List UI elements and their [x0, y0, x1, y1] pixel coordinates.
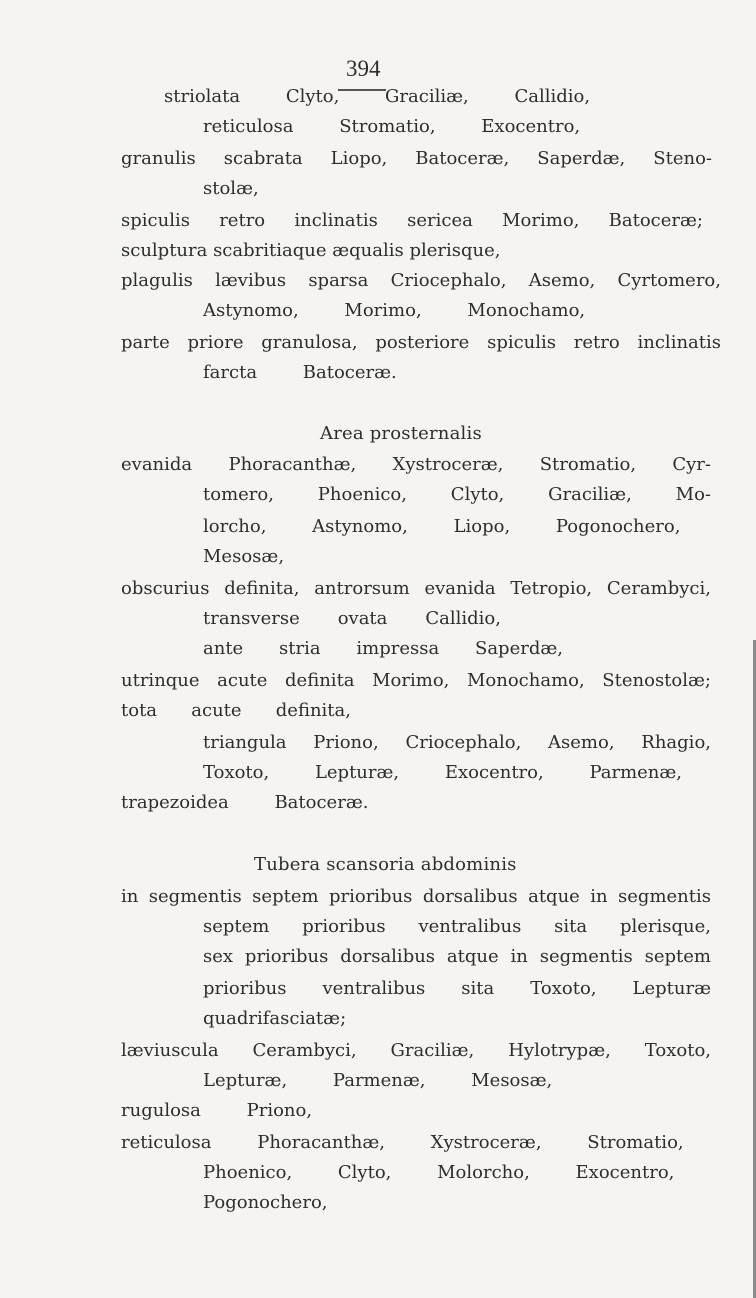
- text-line: granulis scabrata Liopo, Batoceræ, Saperdæ, Steno-: [121, 148, 712, 169]
- text-line: Lepturæ, Parmenæ, Mesosæ,: [203, 1070, 553, 1091]
- text-line: prioribus ventralibus sita Toxoto, Lepturæ: [203, 978, 711, 999]
- text-line: striolata Clyto, Graciliæ, Callidio,: [164, 86, 591, 107]
- section-heading: Area prosternalis: [320, 423, 482, 444]
- text-line: Mesosæ,: [203, 546, 285, 567]
- text-line: plagulis lævibus sparsa Criocephalo, Asemo, Cyrtomero,: [121, 270, 721, 291]
- text-line: trapezoidea Batoceræ.: [121, 792, 369, 813]
- text-line: reticulosa Phoracanthæ, Xystroceræ, Stromatio,: [121, 1132, 684, 1153]
- text-line: quadrifasciatæ;: [203, 1008, 347, 1029]
- text-line: spiculis retro inclinatis sericea Morimo, Batoceræ;: [121, 210, 703, 231]
- section-heading: Tubera scansoria abdominis: [254, 854, 517, 875]
- text-line: sex prioribus dorsalibus atque in segmentis septem: [203, 946, 711, 967]
- text-line: tomero, Phoenico, Clyto, Graciliæ, Mo-: [203, 484, 711, 505]
- text-line: rugulosa Priono,: [121, 1100, 313, 1121]
- text-line: Astynomo, Morimo, Monochamo,: [203, 300, 586, 321]
- text-line: læviuscula Cerambyci, Graciliæ, Hylotrypæ, Toxoto,: [121, 1040, 711, 1061]
- text-line: evanida Phoracanthæ, Xystroceræ, Stromatio, Cyr-: [121, 454, 711, 475]
- text-line: tota acute definita,: [121, 700, 351, 721]
- text-line: Phoenico, Clyto, Molorcho, Exocentro,: [203, 1162, 675, 1183]
- text-line: Pogonochero,: [203, 1192, 328, 1213]
- text-line: stolæ,: [203, 178, 259, 199]
- text-line: ante stria impressa Saperdæ,: [203, 638, 563, 659]
- text-line: Toxoto, Lepturæ, Exocentro, Parmenæ,: [203, 762, 683, 783]
- text-line: reticulosa Stromatio, Exocentro,: [203, 116, 581, 137]
- text-line: parte priore granulosa, posteriore spiculis retro inclinatis: [121, 332, 721, 353]
- text-line: farcta Batoceræ.: [203, 362, 397, 383]
- page-number: 394: [346, 56, 381, 81]
- text-line: transverse ovata Callidio,: [203, 608, 501, 629]
- text-line: septem prioribus ventralibus sita plerisque,: [203, 916, 711, 937]
- text-line: obscurius definita, antrorsum evanida Tetropio, Cerambyci,: [121, 578, 711, 599]
- text-line: lorcho, Astynomo, Liopo, Pogonochero,: [203, 516, 681, 537]
- text-line: in segmentis septem prioribus dorsalibus atque in segmentis: [121, 886, 711, 907]
- text-line: triangula Priono, Criocephalo, Asemo, Rhagio,: [203, 732, 711, 753]
- text-line: utrinque acute definita Morimo, Monochamo, Stenostolæ;: [121, 670, 711, 691]
- text-line: sculptura scabritiaque æqualis plerisque,: [121, 240, 501, 261]
